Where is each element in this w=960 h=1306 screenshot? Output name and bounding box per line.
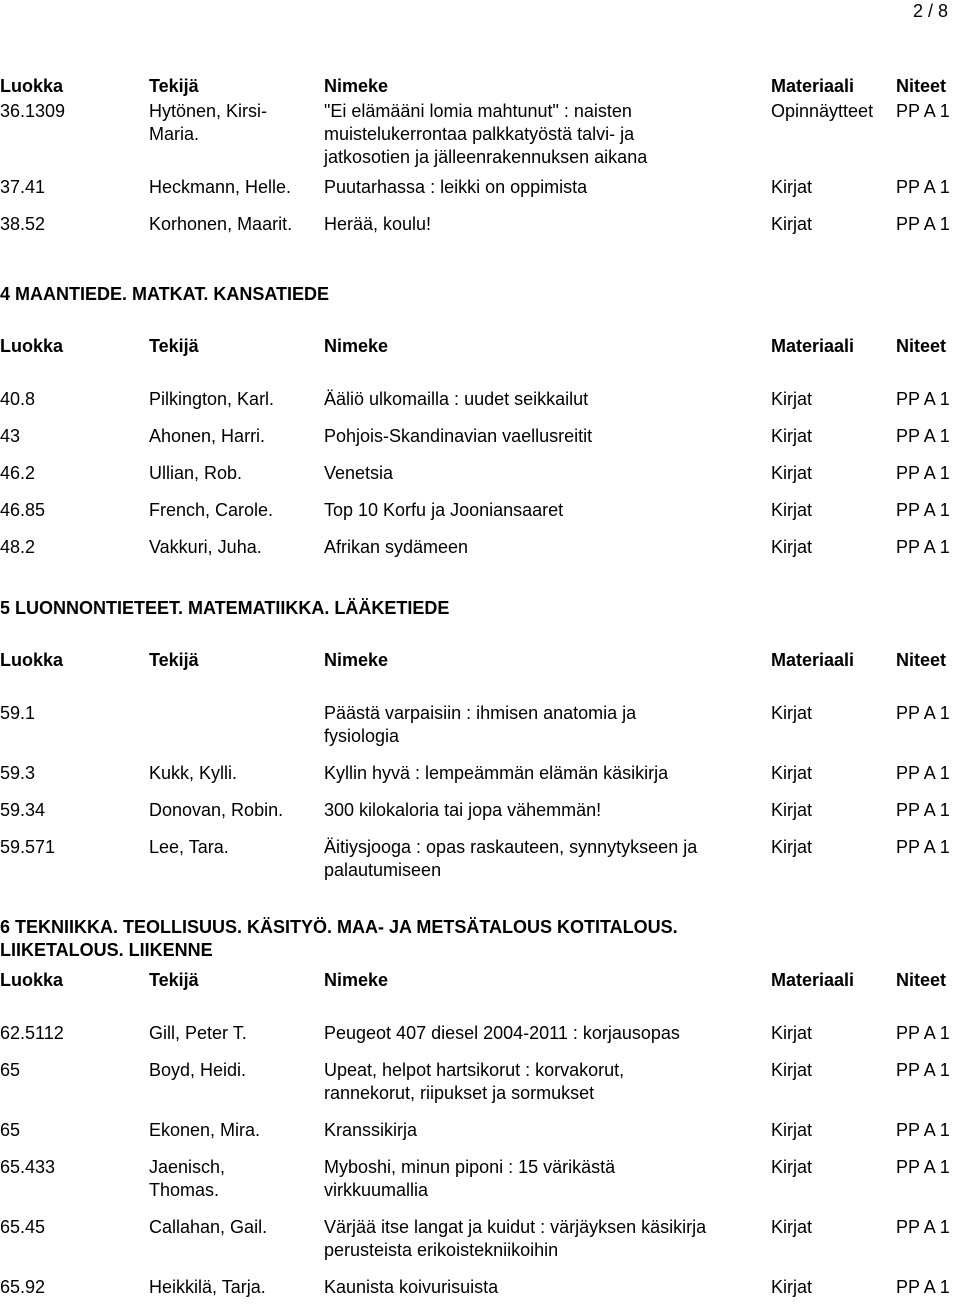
row-materiaali: Kirjat <box>771 703 813 723</box>
section-luonnontieteet <box>0 649 960 896</box>
row-luokka: 46.85 <box>0 500 46 520</box>
row-nimeke: Värjää itse langat ja kuidut : värjäyksen käsikirja perusteista erikoistekniikoihin <box>324 1217 707 1260</box>
page-number: 2 / 8 <box>912 1 948 21</box>
row-niteet: PP A 1 <box>896 214 950 234</box>
table-row <box>0 1022 960 1059</box>
row-niteet: PP A 1 <box>896 1120 950 1140</box>
header-tekija: Tekijä <box>149 336 199 356</box>
row-nimeke: Myboshi, minun piponi : 15 värikästä virkkuumallia <box>324 1157 616 1200</box>
row-tekija: Vakkuri, Juha. <box>149 537 262 557</box>
row-materiaali: Kirjat <box>771 837 813 857</box>
header-luokka: Luokka <box>0 970 64 990</box>
row-luokka: 59.1 <box>0 703 36 723</box>
row-niteet: PP A 1 <box>896 703 950 723</box>
row-luokka: 65 <box>0 1120 21 1140</box>
row-luokka: 36.1309 <box>0 101 66 121</box>
header-tekija: Tekijä <box>149 650 199 670</box>
row-nimeke: 300 kilokaloria tai jopa vähemmän! <box>324 800 602 820</box>
row-luokka: 43 <box>0 426 21 446</box>
section-heading: 4 MAANTIEDE. MATKAT. KANSATIEDE <box>0 284 330 304</box>
row-niteet: PP A 1 <box>896 763 950 783</box>
row-niteet: PP A 1 <box>896 837 950 857</box>
row-luokka: 59.34 <box>0 800 46 820</box>
row-nimeke: Upeat, helpot hartsikorut : korvakorut, rannekorut, riipukset ja sormukset <box>324 1060 625 1103</box>
row-nimeke: Afrikan sydämeen <box>324 537 469 557</box>
row-materiaali: Kirjat <box>771 463 813 483</box>
table-row <box>0 762 960 799</box>
row-luokka: 48.2 <box>0 537 36 557</box>
row-materiaali: Kirjat <box>771 389 813 409</box>
header-niteet: Niteet <box>896 970 947 990</box>
row-tekija: Callahan, Gail. <box>149 1217 268 1237</box>
header-nimeke: Nimeke <box>324 650 389 670</box>
section-maantiede <box>0 335 960 573</box>
row-tekija: Heikkilä, Tarja. <box>149 1277 266 1297</box>
table-row <box>0 100 960 176</box>
table-row <box>0 213 960 250</box>
row-niteet: PP A 1 <box>896 1277 950 1297</box>
header-nimeke: Nimeke <box>324 336 389 356</box>
row-tekija: Ahonen, Harri. <box>149 426 266 446</box>
row-nimeke: Päästä varpaisiin : ihmisen anatomia ja fysiologia <box>324 703 637 746</box>
table-row <box>0 176 960 213</box>
row-tekija: Korhonen, Maarit. <box>149 214 293 234</box>
section-continued <box>0 75 960 250</box>
row-materiaali: Opinnäytteet <box>771 101 874 121</box>
section-heading: 6 TEKNIIKKA. TEOLLISUUS. KÄSITYÖ. MAA- JA METSÄTALOUS KOTITALOUS. LIIKETALOUS. LIIKENNE <box>0 917 678 960</box>
row-tekija: Boyd, Heidi. <box>149 1060 247 1080</box>
row-nimeke: Äitiysjooga : opas raskauteen, synnytykseen ja palautumiseen <box>324 837 698 880</box>
section-heading: 5 LUONNONTIETEET. MATEMATIIKKA. LÄÄKETIEDE <box>0 598 450 618</box>
header-luokka: Luokka <box>0 76 64 96</box>
row-tekija: Lee, Tara. <box>149 837 229 857</box>
header-luokka: Luokka <box>0 336 64 356</box>
table-header <box>0 969 960 1022</box>
row-materiaali: Kirjat <box>771 177 813 197</box>
row-niteet: PP A 1 <box>896 389 950 409</box>
table-row <box>0 425 960 462</box>
row-luokka: 65.92 <box>0 1277 46 1297</box>
table-row <box>0 388 960 425</box>
table-row <box>0 462 960 499</box>
row-niteet: PP A 1 <box>896 1060 950 1080</box>
table-header <box>0 335 960 388</box>
table-row <box>0 1216 960 1276</box>
table-row <box>0 702 960 762</box>
row-luokka: 37.41 <box>0 177 46 197</box>
row-nimeke: Puutarhassa : leikki on oppimista <box>324 177 588 197</box>
header-nimeke: Nimeke <box>324 76 389 96</box>
row-nimeke: Kranssikirja <box>324 1120 418 1140</box>
row-tekija: Ekonen, Mira. <box>149 1120 261 1140</box>
row-luokka: 65.433 <box>0 1157 56 1177</box>
row-materiaali: Kirjat <box>771 214 813 234</box>
row-tekija: Ullian, Rob. <box>149 463 243 483</box>
row-nimeke: Pohjois-Skandinavian vaellusreitit <box>324 426 593 446</box>
row-nimeke: Ääliö ulkomailla : uudet seikkailut <box>324 389 589 409</box>
table-row <box>0 836 960 896</box>
row-tekija: Hytönen, Kirsi-Maria. <box>149 101 268 144</box>
header-niteet: Niteet <box>896 650 947 670</box>
row-nimeke: Venetsia <box>324 463 394 483</box>
header-niteet: Niteet <box>896 336 947 356</box>
row-materiaali: Kirjat <box>771 426 813 446</box>
row-materiaali: Kirjat <box>771 1120 813 1140</box>
row-materiaali: Kirjat <box>771 800 813 820</box>
table-row <box>0 799 960 836</box>
row-niteet: PP A 1 <box>896 177 950 197</box>
row-luokka: 65 <box>0 1060 21 1080</box>
row-tekija: French, Carole. <box>149 500 274 520</box>
row-tekija: Jaenisch, Thomas. <box>149 1157 226 1200</box>
row-niteet: PP A 1 <box>896 500 950 520</box>
row-niteet: PP A 1 <box>896 537 950 557</box>
header-nimeke: Nimeke <box>324 970 389 990</box>
header-materiaali: Materiaali <box>771 336 855 356</box>
row-materiaali: Kirjat <box>771 500 813 520</box>
table-row <box>0 1156 960 1216</box>
row-luokka: 59.3 <box>0 763 36 783</box>
row-niteet: PP A 1 <box>896 426 950 446</box>
table-header <box>0 75 960 100</box>
header-materiaali: Materiaali <box>771 650 855 670</box>
row-materiaali: Kirjat <box>771 1277 813 1297</box>
table-row <box>0 1059 960 1119</box>
row-nimeke: Kaunista koivurisuista <box>324 1277 499 1297</box>
header-niteet: Niteet <box>896 76 947 96</box>
table-row <box>0 499 960 536</box>
row-luokka: 65.45 <box>0 1217 46 1237</box>
section-tekniikka <box>0 969 960 1306</box>
row-luokka: 62.5112 <box>0 1023 64 1043</box>
row-materiaali: Kirjat <box>771 1217 813 1237</box>
row-nimeke: Peugeot 407 diesel 2004-2011 : korjausopas <box>324 1023 680 1043</box>
row-materiaali: Kirjat <box>771 1060 813 1080</box>
header-materiaali: Materiaali <box>771 970 855 990</box>
row-tekija: Kukk, Kylli. <box>149 763 238 783</box>
row-luokka: 38.52 <box>0 214 46 234</box>
row-tekija: Pilkington, Karl. <box>149 389 275 409</box>
row-nimeke: Herää, koulu! <box>324 214 432 234</box>
row-luokka: 46.2 <box>0 463 36 483</box>
header-luokka: Luokka <box>0 650 64 670</box>
row-niteet: PP A 1 <box>896 1217 950 1237</box>
row-tekija: Heckmann, Helle. <box>149 177 292 197</box>
row-nimeke: Top 10 Korfu ja Jooniansaaret <box>324 500 564 520</box>
row-niteet: PP A 1 <box>896 800 950 820</box>
row-luokka: 40.8 <box>0 389 36 409</box>
row-materiaali: Kirjat <box>771 1157 813 1177</box>
header-tekija: Tekijä <box>149 970 199 990</box>
row-niteet: PP A 1 <box>896 1157 950 1177</box>
row-nimeke: Kyllin hyvä : lempeämmän elämän käsikirja <box>324 763 669 783</box>
row-luokka: 59.571 <box>0 837 56 857</box>
row-materiaali: Kirjat <box>771 763 813 783</box>
row-materiaali: Kirjat <box>771 537 813 557</box>
row-niteet: PP A 1 <box>896 101 950 121</box>
row-niteet: PP A 1 <box>896 1023 950 1043</box>
table-row <box>0 1276 960 1306</box>
table-header <box>0 649 960 702</box>
table-row <box>0 536 960 573</box>
row-tekija: Gill, Peter T. <box>149 1023 247 1043</box>
row-tekija: Donovan, Robin. <box>149 800 284 820</box>
row-niteet: PP A 1 <box>896 463 950 483</box>
row-materiaali: Kirjat <box>771 1023 813 1043</box>
table-row <box>0 1119 960 1156</box>
row-nimeke: "Ei elämääni lomia mahtunut" : naisten muistelukerrontaa palkkatyöstä talvi- ja jatkosotien ja jälleenrakennuksen aikana <box>324 101 648 167</box>
header-tekija: Tekijä <box>149 76 199 96</box>
header-materiaali: Materiaali <box>771 76 855 96</box>
